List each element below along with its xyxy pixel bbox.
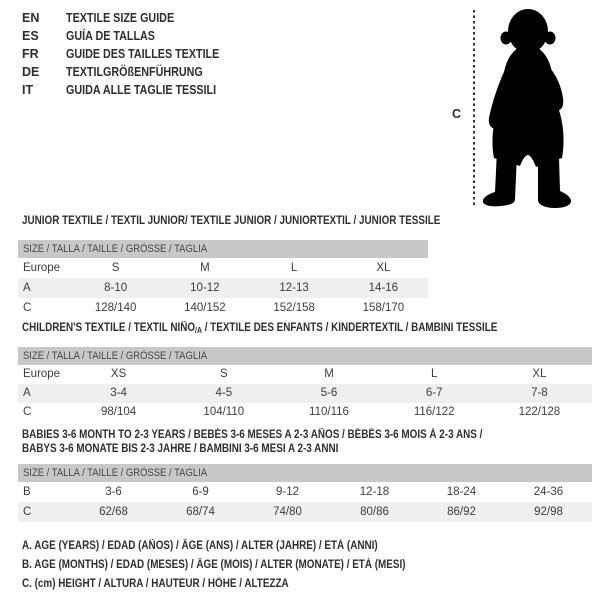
size-cell: 6-9 <box>192 486 209 498</box>
row-label: B <box>23 486 31 498</box>
size-cell: 80/86 <box>360 506 389 518</box>
size-cell: 116/122 <box>413 406 455 418</box>
size-cell: 62/68 <box>99 506 128 518</box>
size-cell: S <box>219 368 228 380</box>
language-code: IT <box>22 83 34 97</box>
size-header-band <box>18 464 592 482</box>
size-cell: L <box>290 262 298 274</box>
title-text-pre: CHILDREN'S TEXTILE / TEXTIL NIÑO <box>22 322 196 334</box>
size-header-text: SIZE / TALLA / TAILLE / GRÖSSE / TAGLIA <box>23 467 208 479</box>
size-cell: 8-10 <box>104 282 128 294</box>
language-row-es <box>22 27 244 45</box>
language-label: TEXTILE SIZE GUIDE <box>66 11 175 25</box>
row-label: Europe <box>23 368 61 380</box>
size-cell: 86/92 <box>447 506 476 518</box>
legend-line-b: B. AGE (MONTHS) / EDAD (MESES) / ÂGE (MOIS) / ALTER (MONATE) / ETÀ (MESI) <box>22 559 406 571</box>
table-row <box>18 365 592 384</box>
size-cell: XL <box>376 262 391 274</box>
size-cell: 6-7 <box>425 387 443 399</box>
junior-table-title <box>22 214 508 228</box>
size-cell: 5-6 <box>320 387 338 399</box>
size-cell: 122/128 <box>518 406 561 418</box>
babies-table-title <box>22 428 557 456</box>
size-cell: 140/152 <box>184 302 226 314</box>
language-code: ES <box>22 29 39 43</box>
height-measure-dashed-line <box>473 10 475 207</box>
size-cell: 158/170 <box>362 302 405 314</box>
size-cell: 14-16 <box>368 282 399 294</box>
language-code: FR <box>22 47 39 61</box>
size-cell: 12-13 <box>279 282 309 294</box>
language-list <box>22 9 244 99</box>
size-cell: 12-18 <box>359 486 390 498</box>
size-cell: 98/104 <box>101 406 137 418</box>
legend-line-a: A. AGE (YEARS) / EDAD (AÑOS) / ÂGE (ANS) / ALTER (JAHRE) / ETÀ (ANNI) <box>22 540 378 552</box>
size-header-text: SIZE / TALLA / TAILLE / GRÖSSE / TAGLIA <box>23 243 208 255</box>
height-measure-label: C <box>452 107 462 121</box>
size-cell: 10-12 <box>190 282 220 294</box>
language-label: GUÍA DE TALLAS <box>66 29 155 43</box>
size-cell: 128/140 <box>94 302 137 314</box>
size-cell: 3-4 <box>110 387 127 399</box>
babies-size-table <box>18 464 592 522</box>
size-cell: XS <box>110 368 127 380</box>
toddler-silhouette-image <box>478 6 578 208</box>
size-header-band <box>18 347 592 365</box>
row-label: C <box>23 406 32 418</box>
title-text-post: / TEXTILE DES ENFANTS / KINDERTEXTIL / BAMBINI TESSILE <box>201 322 498 334</box>
size-cell: 7-8 <box>531 387 548 399</box>
babies-title-line1: BABIES 3-6 MONTH TO 2-3 YEARS / BEBÉS 3-6 MESES A 2-3 AÑOS / BÉBÉS 3-6 MOIS À 2-3 ANS / <box>22 429 483 441</box>
size-cell: 4-5 <box>215 387 233 399</box>
language-row-en <box>22 9 244 27</box>
row-label: C <box>23 302 32 314</box>
table-row <box>18 403 592 422</box>
table-row <box>18 258 428 278</box>
size-cell: 110/116 <box>309 406 349 418</box>
language-code: DE <box>22 65 40 79</box>
row-label: A <box>23 282 31 294</box>
row-label: C <box>23 506 32 518</box>
table-row <box>18 482 592 502</box>
size-cell: XL <box>532 368 547 380</box>
junior-table-title-text: JUNIOR TEXTILE / TEXTIL JUNIOR/ TEXTILE JUNIOR / JUNIORTEXTIL / JUNIOR TESSILE <box>22 215 441 227</box>
size-cell: 104/110 <box>203 406 245 418</box>
legend-line-c: C. (cm) HEIGHT / ALTURA / HAUTEUR / HÖHE / ALTEZZA <box>22 578 289 590</box>
size-cell: 18-24 <box>446 486 477 498</box>
children-table-title-text <box>22 321 497 338</box>
size-header-band <box>18 240 428 258</box>
row-label: A <box>23 387 31 399</box>
children-table-title <box>22 321 575 338</box>
size-cell: 68/74 <box>186 506 215 518</box>
table-row <box>18 278 428 298</box>
table-row <box>18 384 592 403</box>
junior-size-table <box>18 240 428 318</box>
title-text-sub: /A <box>195 326 202 335</box>
size-cell: 24-36 <box>533 486 564 498</box>
language-label: GUIDE DES TAILLES TEXTILE <box>66 47 220 61</box>
language-label: TEXTILGRÖßENFÜHRUNG <box>66 65 203 79</box>
babies-title-line2: BABYS 3-6 MONATE BIS 2-3 JAHRE / BAMBINI 3-6 MESI A 2-3 ANNI <box>22 443 339 455</box>
language-row-fr <box>22 45 244 63</box>
size-cell: 152/158 <box>273 302 315 314</box>
size-cell: 3-6 <box>105 486 122 498</box>
children-size-table <box>18 347 592 422</box>
language-row-it <box>22 81 244 99</box>
size-cell: 74/80 <box>273 506 302 518</box>
measure-legend <box>22 537 468 594</box>
table-row <box>18 298 428 318</box>
size-cell: 92/98 <box>534 506 563 518</box>
size-cell: M <box>324 368 334 380</box>
language-code: EN <box>22 11 40 25</box>
size-cell: 9-12 <box>275 486 300 498</box>
language-row-de <box>22 63 244 81</box>
size-cell: S <box>111 262 120 274</box>
row-label: Europe <box>23 262 61 274</box>
size-header-text: SIZE / TALLA / TAILLE / GRÖSSE / TAGLIA <box>23 350 208 362</box>
size-cell: L <box>430 368 438 380</box>
size-cell: M <box>200 262 210 274</box>
table-row <box>18 502 592 522</box>
language-label: GUIDA ALLE TAGLIE TESSILI <box>66 83 217 97</box>
